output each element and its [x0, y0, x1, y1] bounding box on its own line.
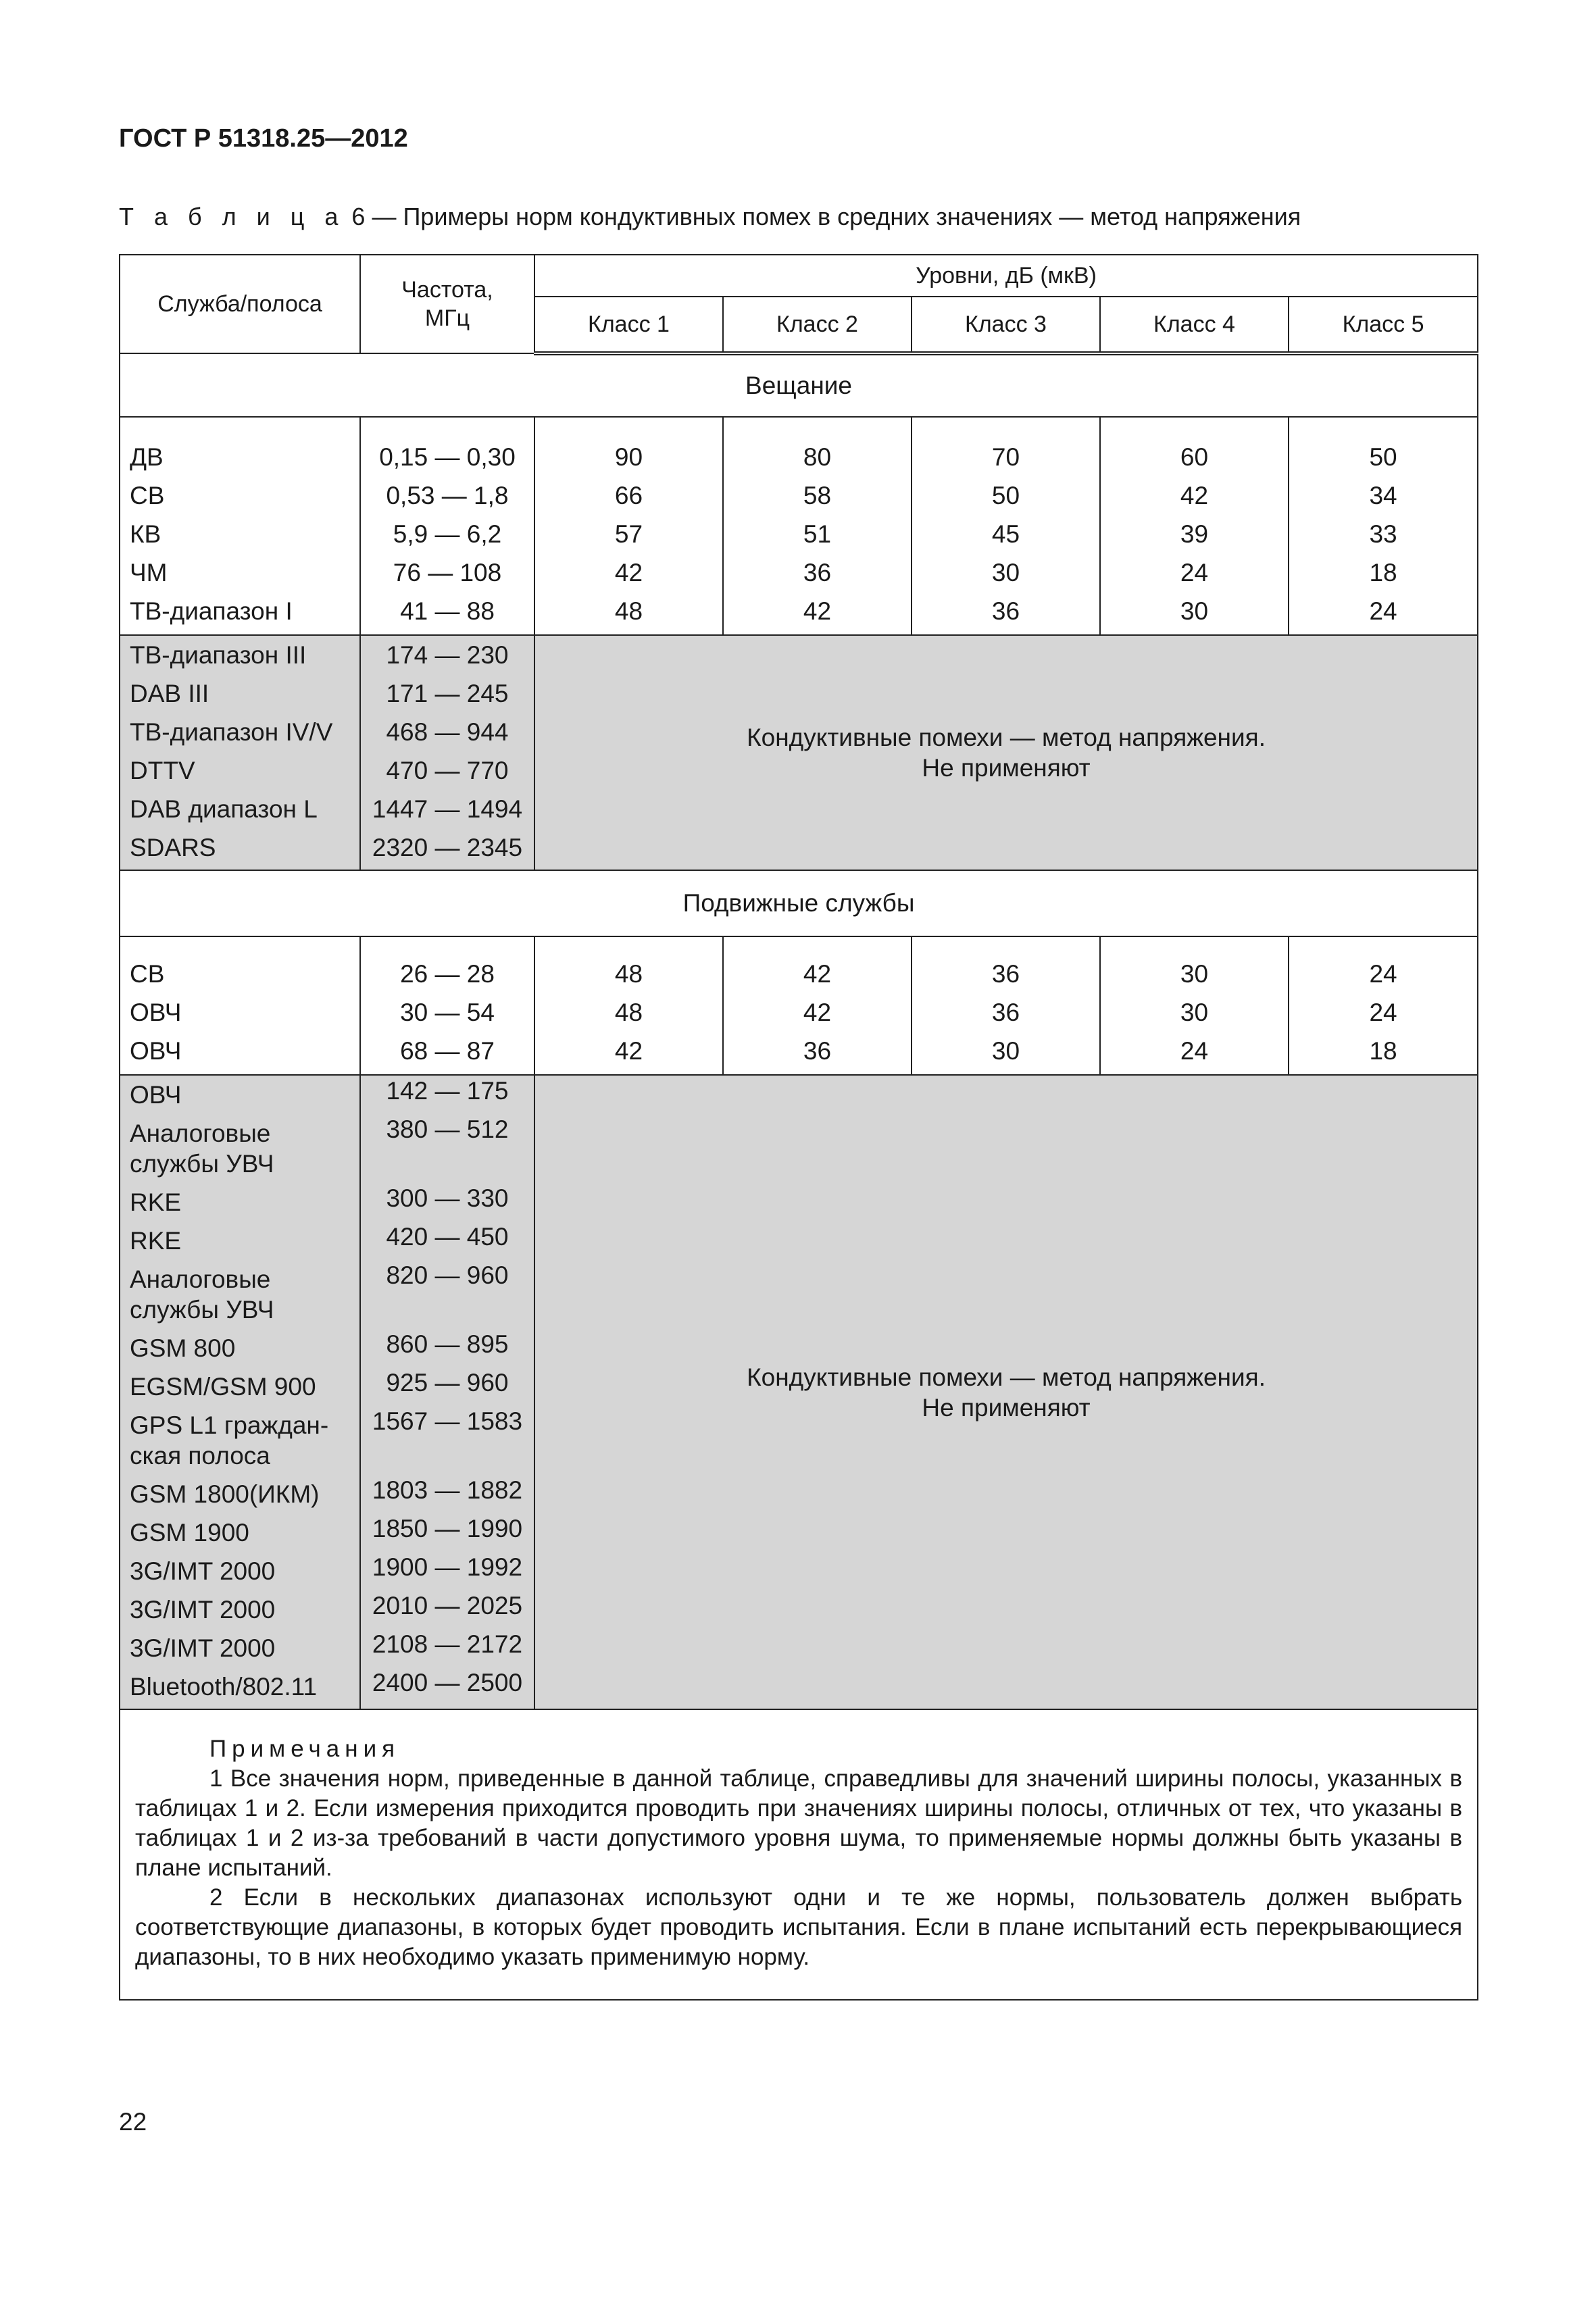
note-2: 2 Если в нескольких диапазонах используют одни и те же нормы, пользователь должен выбрать соответствующие диапазоны, в которых будет проводить испытания. Если в плане испытаний есть перекрывающиеся диапазоны, то в них необходимо указать применимую норму.: [135, 1884, 1463, 1970]
service-label: ТВ-диапазон I: [130, 597, 293, 625]
table-caption-text: 6 — Примеры норм кондуктивных помех в средних значениях — метод напряжения: [351, 203, 1301, 230]
service-label: ТВ-диапазон III: [130, 641, 307, 669]
service-label: ОВЧ: [130, 999, 182, 1026]
frequency-value: 5,9 — 6,2: [393, 520, 502, 548]
mobile-class5-cell: [1289, 936, 1478, 1075]
section-mobile: Подвижные службы: [120, 870, 1478, 936]
document-code: ГОСТ Р 51318.25—2012: [119, 124, 408, 153]
frequency-value: 2400 — 2500: [372, 1669, 523, 1696]
table-notes: [120, 1709, 1478, 2000]
frequency-value: 380 — 512: [386, 1115, 509, 1143]
frequency-value: 0,53 — 1,8: [386, 482, 509, 509]
frequency-value: 41 — 88: [400, 597, 495, 625]
level-value: 42: [1180, 482, 1209, 509]
frequency-value: 470 — 770: [386, 757, 509, 784]
not-applicable-line2: Не применяют: [922, 754, 1091, 782]
frequency-value: 820 — 960: [386, 1261, 509, 1289]
mobile-not-applicable: [534, 1075, 1478, 1709]
frequency-value: 142 — 175: [386, 1077, 509, 1105]
service-label: СВ: [130, 960, 165, 988]
header-class-2: Класс 2: [723, 297, 912, 353]
level-value: 58: [803, 482, 832, 509]
service-label: Аналоговые службы УВЧ: [130, 1120, 274, 1178]
level-value: 36: [991, 960, 1020, 988]
level-value: 24: [1369, 597, 1397, 625]
service-label: DAB диапазон L: [130, 795, 318, 823]
frequency-value: 2010 — 2025: [372, 1592, 523, 1619]
frequency-value: 1850 — 1990: [372, 1515, 523, 1542]
broadcast-na-service-cell: [120, 635, 360, 870]
level-value: 51: [803, 520, 832, 548]
frequency-value: 68 — 87: [400, 1037, 495, 1065]
norms-table: [119, 254, 1478, 2001]
broadcast-na-frequency-cell: [360, 635, 534, 870]
level-value: 36: [803, 559, 832, 586]
service-label: ДВ: [130, 443, 164, 471]
frequency-value: 0,15 — 0,30: [379, 443, 516, 471]
mobile-frequency-cell: [360, 936, 534, 1075]
header-class-3: Класс 3: [912, 297, 1100, 353]
level-value: 18: [1369, 559, 1397, 586]
section-broadcast: Вещание: [120, 353, 1478, 417]
level-value: 80: [803, 443, 832, 471]
frequency-value: 1567 — 1583: [372, 1407, 523, 1435]
level-value: 66: [614, 482, 643, 509]
service-label: RKE: [130, 1188, 182, 1216]
level-value: 30: [991, 1037, 1020, 1065]
service-label: ОВЧ: [130, 1081, 182, 1109]
level-value: 60: [1180, 443, 1209, 471]
level-value: 24: [1180, 1037, 1209, 1065]
header-service: Служба/полоса: [120, 255, 360, 353]
broadcast-class1-cell: [534, 417, 723, 635]
mobile-class1-cell: [534, 936, 723, 1075]
frequency-value: 925 — 960: [386, 1369, 509, 1397]
level-value: 48: [614, 960, 643, 988]
service-label: GSM 1900: [130, 1519, 249, 1546]
level-value: 30: [1180, 960, 1209, 988]
header-frequency: Частота, МГц: [360, 255, 534, 353]
frequency-value: 420 — 450: [386, 1223, 509, 1251]
level-value: 24: [1369, 960, 1397, 988]
frequency-value: 76 — 108: [393, 559, 502, 586]
frequency-value: 300 — 330: [386, 1184, 509, 1212]
level-value: 50: [991, 482, 1020, 509]
service-label: ОВЧ: [130, 1037, 182, 1065]
level-value: 39: [1180, 520, 1209, 548]
service-label: GPS L1 граждан- ская полоса: [130, 1411, 329, 1469]
header-class-4: Класс 4: [1100, 297, 1289, 353]
level-value: 36: [803, 1037, 832, 1065]
frequency-value: 174 — 230: [386, 641, 509, 669]
level-value: 42: [803, 999, 832, 1026]
level-value: 90: [614, 443, 643, 471]
not-applicable-line1: Кондуктивные помехи — метод напряжения.: [747, 724, 1266, 751]
level-value: 42: [614, 1037, 643, 1065]
level-value: 50: [1369, 443, 1397, 471]
notes-title: Примечания: [209, 1736, 401, 1762]
level-value: 36: [991, 999, 1020, 1026]
broadcast-frequency-cell: [360, 417, 534, 635]
service-label: КВ: [130, 520, 161, 548]
level-value: 34: [1369, 482, 1397, 509]
service-label: DTTV: [130, 757, 195, 784]
mobile-class3-cell: [912, 936, 1100, 1075]
broadcast-class4-cell: [1100, 417, 1289, 635]
level-value: 24: [1369, 999, 1397, 1026]
broadcast-class5-cell: [1289, 417, 1478, 635]
not-applicable-line2: Не применяют: [922, 1393, 1091, 1422]
service-label: ТВ-диапазон IV/V: [130, 718, 333, 746]
frequency-value: 1803 — 1882: [372, 1476, 523, 1504]
service-label: SDARS: [130, 834, 216, 861]
level-value: 18: [1369, 1037, 1397, 1065]
broadcast-not-applicable: [534, 635, 1478, 870]
header-class-1: Класс 1: [534, 297, 723, 353]
service-label: Аналоговые службы УВЧ: [130, 1265, 274, 1324]
level-value: 48: [614, 999, 643, 1026]
service-label: 3G/IMT 2000: [130, 1634, 276, 1662]
table-caption: [119, 203, 1301, 231]
service-label: EGSM/GSM 900: [130, 1373, 316, 1401]
level-value: 45: [991, 520, 1020, 548]
not-applicable-line1: Кондуктивные помехи — метод напряжения.: [747, 1363, 1266, 1391]
note-1: 1 Все значения норм, приведенные в данной таблице, справедливы для значений ширины полосы, указанных в таблицах 1 и 2. Если измерения приходится проводить при значениях ширины полосы, отличных от тех, что указаны в таблицах 1 и 2 из-за требований в части допустимого уровня шума, то применяемые нормы должны быть указаны в плане испытаний.: [135, 1765, 1463, 1881]
level-value: 70: [991, 443, 1020, 471]
mobile-service-cell: [120, 936, 360, 1075]
level-value: 42: [614, 559, 643, 586]
frequency-value: 26 — 28: [400, 960, 495, 988]
mobile-na-service-cell: [120, 1075, 360, 1709]
service-label: RKE: [130, 1227, 182, 1255]
mobile-na-frequency-cell: [360, 1075, 534, 1709]
table-caption-prefix: Т а б л и ц а: [119, 203, 345, 230]
service-label: 3G/IMT 2000: [130, 1557, 276, 1585]
broadcast-service-cell: [120, 417, 360, 635]
level-value: 42: [803, 597, 832, 625]
frequency-value: 468 — 944: [386, 718, 509, 746]
level-value: 48: [614, 597, 643, 625]
frequency-value: 1447 — 1494: [372, 795, 523, 823]
level-value: 30: [1180, 999, 1209, 1026]
service-label: DAB III: [130, 680, 209, 707]
level-value: 57: [614, 520, 643, 548]
level-value: 42: [803, 960, 832, 988]
frequency-value: 30 — 54: [400, 999, 495, 1026]
frequency-value: 171 — 245: [386, 680, 509, 707]
service-label: Bluetooth/802.11: [130, 1673, 318, 1701]
level-value: 30: [1180, 597, 1209, 625]
header-class-5: Класс 5: [1289, 297, 1478, 353]
page-number: 22: [119, 2108, 147, 2136]
service-label: GSM 1800(ИКМ): [130, 1480, 320, 1508]
header-levels: Уровни, дБ (мкВ): [534, 255, 1478, 297]
service-label: GSM 800: [130, 1334, 236, 1362]
service-label: ЧМ: [130, 559, 168, 586]
level-value: 30: [991, 559, 1020, 586]
frequency-value: 2108 — 2172: [372, 1630, 523, 1658]
mobile-class2-cell: [723, 936, 912, 1075]
service-label: 3G/IMT 2000: [130, 1596, 276, 1624]
frequency-value: 2320 — 2345: [372, 834, 523, 861]
level-value: 36: [991, 597, 1020, 625]
broadcast-class3-cell: [912, 417, 1100, 635]
level-value: 33: [1369, 520, 1397, 548]
frequency-value: 1900 — 1992: [372, 1553, 523, 1581]
level-value: 24: [1180, 559, 1209, 586]
service-label: СВ: [130, 482, 165, 509]
frequency-value: 860 — 895: [386, 1330, 509, 1358]
norms-table-wrapper: [119, 254, 1477, 2001]
broadcast-class2-cell: [723, 417, 912, 635]
mobile-class4-cell: [1100, 936, 1289, 1075]
